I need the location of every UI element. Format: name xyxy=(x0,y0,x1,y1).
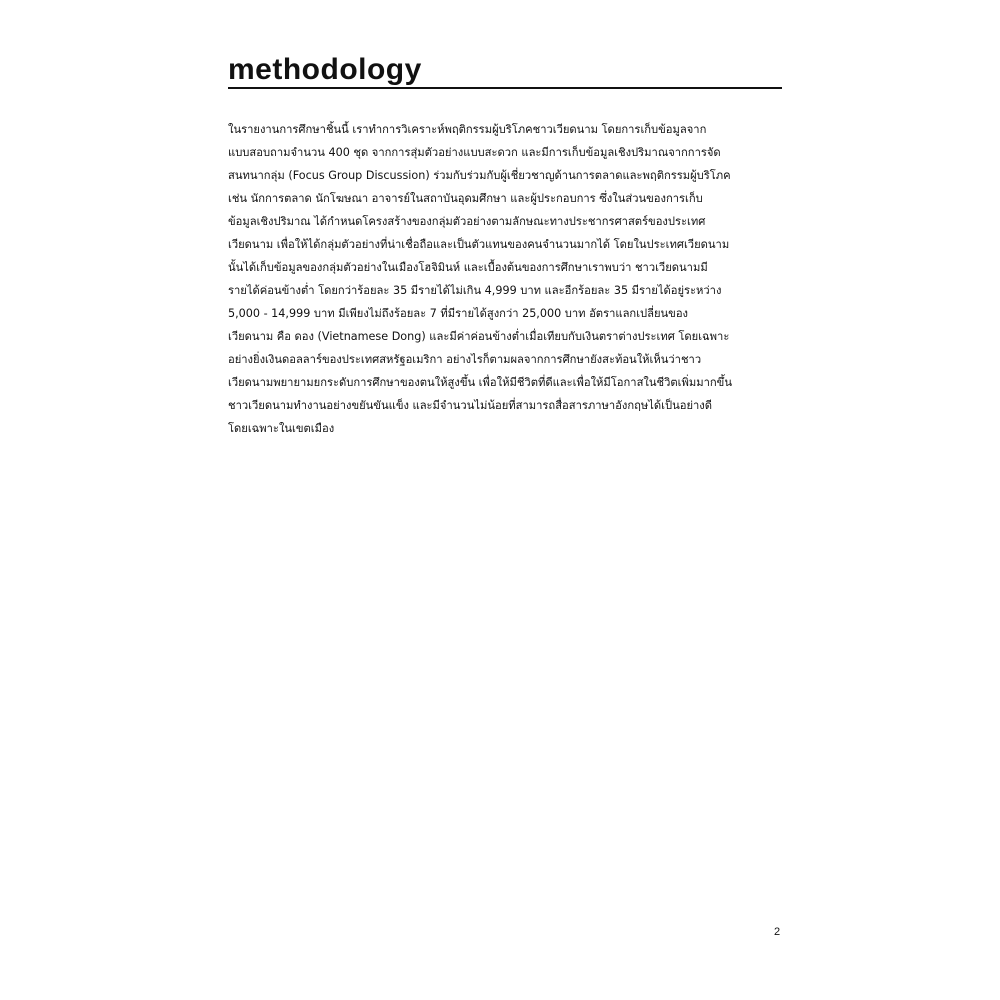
paragraph-line: โดยเฉพาะในเขตเมือง xyxy=(228,422,335,435)
page-number: 2 xyxy=(774,926,781,938)
paragraph-line: เวียดนามพยายามยกระดับการศึกษาของตนให้สูงขึ้น เพื่อให้มีชีวิตที่ดีและเพื่อให้มีโอกาสในชีวิตเพิ่มมากขึ้น xyxy=(228,376,732,389)
paragraph-line: นั้นได้เก็บข้อมูลของกลุ่มตัวอย่างในเมืองโฮจิมินห์ และเบื้องต้นของการศึกษาเราพบว่า ชาวเวียดนามมี xyxy=(228,261,708,274)
paragraph-line: ในรายงานการศึกษาชิ้นนี้ เราทำการวิเคราะห์พฤติกรรมผู้บริโภคชาวเวียดนาม โดยการเก็บข้อมูลจาก xyxy=(228,123,707,136)
paragraph-line: ชาวเวียดนามทำงานอย่างขยันขันแข็ง และมีจำนวนไม่น้อยที่สามารถสื่อสารภาษาอังกฤษได้เป็นอย่างดี xyxy=(228,399,713,412)
paragraph-line: ข้อมูลเชิงปริมาณ ได้กำหนดโครงสร้างของกลุ่มตัวอย่างตามลักษณะทางประชากรศาสตร์ของประเทศ xyxy=(228,215,706,228)
paragraph-line: สนทนากลุ่ม (Focus Group Discussion) ร่วมกับร่วมกับผู้เชี่ยวชาญด้านการตลาดและพฤติกรรมผู้บริโภค xyxy=(228,169,731,182)
page-title: methodology xyxy=(228,53,422,86)
paragraph-line: เวียดนาม คือ ดอง (Vietnamese Dong) และมีค่าค่อนข้างต่ำเมื่อเทียบกับเงินตราต่างประเทศ โดยเฉพาะ xyxy=(228,330,730,343)
body-paragraph xyxy=(228,118,784,440)
paragraph-line: เวียดนาม เพื่อให้ได้กลุ่มตัวอย่างที่น่าเชื่อถือและเป็นตัวแทนของคนจำนวนมากได้ โดยในประเทศเวียดนาม xyxy=(228,238,730,251)
title-underline xyxy=(228,87,782,89)
paragraph-line: แบบสอบถามจำนวน 400 ชุด จากการสุ่มตัวอย่างแบบสะดวก และมีการเก็บข้อมูลเชิงปริมาณจากการจัด xyxy=(228,146,721,159)
paragraph-line: รายได้ค่อนข้างต่ำ โดยกว่าร้อยละ 35 มีรายได้ไม่เกิน 4,999 บาท และอีกร้อยละ 35 มีรายได้อยู่ระหว่าง xyxy=(228,284,722,297)
paragraph-line: เช่น นักการตลาด นักโฆษณา อาจารย์ในสถาบันอุดมศึกษา และผู้ประกอบการ ซึ่งในส่วนของการเก็บ xyxy=(228,192,703,205)
paragraph-line: 5,000 - 14,999 บาท มีเพียงไม่ถึงร้อยละ 7 ที่มีรายได้สูงกว่า 25,000 บาท อัตราแลกเปลี่ยนของ xyxy=(228,307,689,320)
paragraph-line: อย่างยิ่งเงินดอลลาร์ของประเทศสหรัฐอเมริกา อย่างไรก็ตามผลจากการศึกษายังสะท้อนให้เห็นว่าชาว xyxy=(228,353,702,366)
